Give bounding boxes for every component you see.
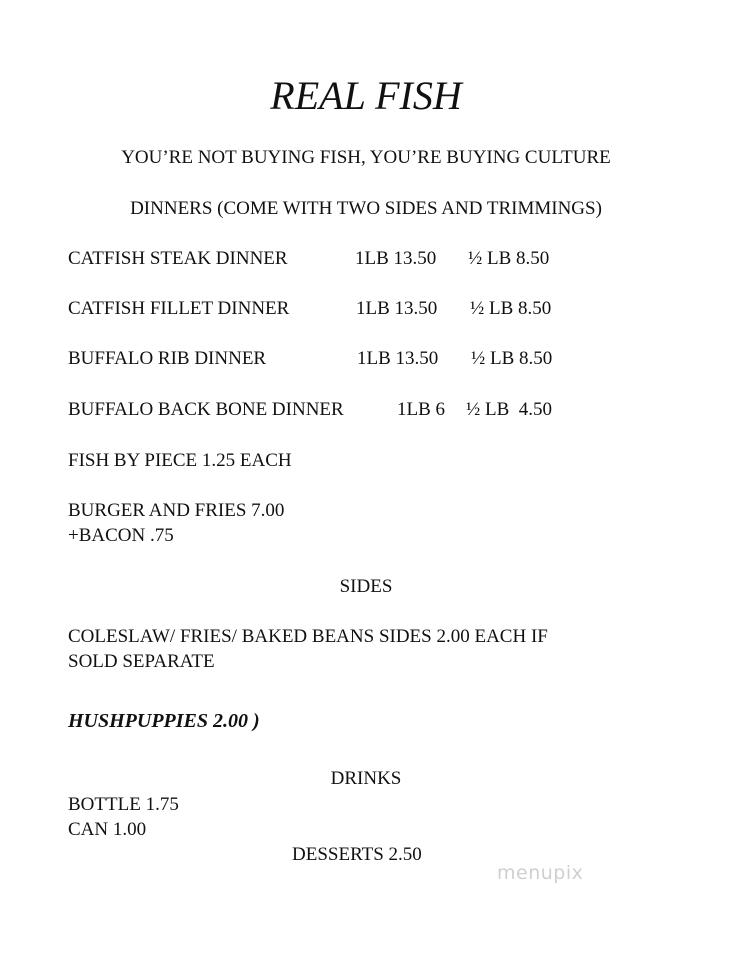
dinner-item-price-1lb: 1LB 6 xyxy=(397,399,446,420)
drink-item: CAN 1.00 xyxy=(68,819,147,840)
dinner-item-price-half-lb: ½ LB 4.50 xyxy=(466,399,553,420)
menu-title: REAL FISH xyxy=(270,73,462,118)
dinner-item-price-half-lb: ½ LB 8.50 xyxy=(471,348,553,369)
dinner-item-name: CATFISH FILLET DINNER xyxy=(68,298,290,319)
hushpuppies-item: HUSHPUPPIES 2.00 ) xyxy=(68,710,260,732)
menupix-watermark: menupix xyxy=(497,862,584,884)
dinners-header: DINNERS (COME WITH TWO SIDES AND TRIMMINGS) xyxy=(130,198,602,219)
sides-header: SIDES xyxy=(339,576,393,597)
fish-by-piece: FISH BY PIECE 1.25 EACH xyxy=(68,450,292,471)
sides-text-line1: COLESLAW/ FRIES/ BAKED BEANS SIDES 2.00 EACH IF xyxy=(68,626,548,647)
dinner-item-price-1lb: 1LB 13.50 xyxy=(356,298,438,319)
dinner-item-price-1lb: 1LB 13.50 xyxy=(357,348,439,369)
sides-text-line2: SOLD SEPARATE xyxy=(68,651,215,672)
dinner-item-price-half-lb: ½ LB 8.50 xyxy=(468,248,550,269)
dinner-item-name: BUFFALO RIB DINNER xyxy=(68,348,267,369)
burger-item: BURGER AND FRIES 7.00 xyxy=(68,500,285,521)
dinner-item-price-1lb: 1LB 13.50 xyxy=(355,248,437,269)
dinner-item-name: BUFFALO BACK BONE DINNER xyxy=(68,399,344,420)
drink-item: BOTTLE 1.75 xyxy=(68,794,179,815)
bacon-addon: +BACON .75 xyxy=(68,525,174,546)
dinner-item-name: CATFISH STEAK DINNER xyxy=(68,248,288,269)
drinks-header: DRINKS xyxy=(330,768,402,789)
dinner-item-price-half-lb: ½ LB 8.50 xyxy=(470,298,552,319)
desserts-item: DESSERTS 2.50 xyxy=(292,844,422,865)
tagline: YOU’RE NOT BUYING FISH, YOU’RE BUYING CULTURE xyxy=(121,147,611,168)
